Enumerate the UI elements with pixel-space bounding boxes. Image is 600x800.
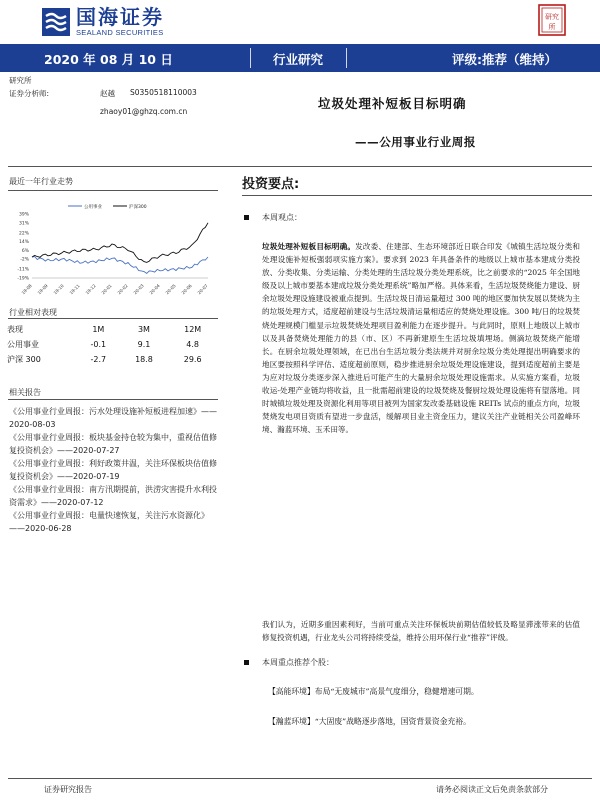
related-date: ——2020-07-19 — [57, 472, 120, 481]
report-date: 2020 年 08 月 10 日 — [44, 52, 173, 67]
related-title[interactable]: 《公用事业行业周报：板块基金持仓较为集中，重视估值修复投资机会》 — [9, 433, 217, 455]
trend-divider — [8, 190, 218, 191]
company-name-cn: 国海证券 — [76, 5, 164, 29]
perf-row-name: 公用事业 — [7, 340, 39, 349]
related-reports-list — [9, 405, 219, 535]
related-title[interactable]: 《公用事业行业周报：电量快速恢复，关注污水资源化》 — [9, 511, 209, 520]
analyst-email[interactable]: zhaoy01@ghzq.com.cn — [100, 107, 188, 116]
para-body: 发改委、住建部、生态环境部近日联合印发《城镇生活垃圾分类和处理设施补短板强弱项实施方案》。要求到 2023 年具备条件的地级以上城市基本建成分类投放、分类收集、分类运输、分类处理的生活垃圾分类处理系统，比之前要求的“2025 年全国地级及以上城市要基本建成垃圾分类处理系统”略加严格。具体来看，生活垃圾焚烧能力建设、厨余垃圾处理设施建设被重点提到。生活垃圾日清运量超过 300 吨的地区要加快发展以焚烧为主的垃圾处理方式，适度超前建设与生活垃圾清运量相适应的焚烧处理设施。300 吨/日的垃圾焚烧处理规模门槛显示垃圾焚烧处理项目盈利能力在逐步提升。与此同时，原则上地级以上城市以及具备焚烧处理能力的县（市、区）不再新建原生生活垃圾填埋场。侧滴垃圾焚烧产能增长。在厨余垃圾处理领域，在已出台生活垃圾分类法规并对厨余垃圾分类处理提出明确要求的地区要按照科学评估、适度超前原则，稳步推进厨余垃圾处理设施建设，提到适度超前主要是为应对垃圾分类逐步深入推进后可能产生的大量厨余垃圾处理设施需求。从实施方案看，垃圾收运-处理产业链均将收益，且一批需超前建设的垃圾焚烧及餐厨垃圾处理设施将有望落地。同时城镇垃圾处理及资源化利用等项目被列为国家发改委基础设施 REITs 试点的重点方向，垃圾焚烧发电项目资质有望进一步盘活，缓解项目业主资金压力，建议关注产业链相关公司盈峰环境、瀚蓝环境、玉禾田等。 — [262, 242, 580, 435]
invest-divider — [242, 195, 592, 196]
list-item[interactable] — [9, 405, 219, 431]
perf-header-12m: 12M — [184, 325, 202, 334]
point2-label: 本周重点推荐个股： — [262, 658, 334, 667]
perf-header-1m: 1M — [92, 325, 105, 334]
legend-label-hs300: 沪深300 — [129, 205, 147, 210]
trend-chart — [8, 200, 218, 300]
para-lead: 垃圾处理补短板目标明确。 — [262, 242, 356, 251]
x-tick-label: 20-03 — [132, 283, 145, 296]
related-date: ——2020-08-03 — [9, 407, 217, 429]
main-paragraph — [262, 240, 580, 436]
series-line-hs300 — [32, 223, 208, 263]
recommendation-item: 【高能环境】布局“无废城市”高景气度细分，稳健增速可期。 — [268, 687, 479, 696]
report-rating: 评级:推荐（维持） — [452, 52, 557, 67]
perf-row-1m: -0.1 — [90, 340, 107, 349]
perf-row-3m: 18.8 — [135, 355, 153, 364]
list-item[interactable] — [9, 509, 219, 535]
svg-text:所: 所 — [548, 23, 556, 31]
report-title: 垃圾处理补短板目标明确 — [318, 96, 467, 111]
performance-divider — [8, 318, 218, 319]
x-tick-label: 19-11 — [68, 283, 81, 296]
analyst-cert: S0350518110003 — [130, 88, 197, 97]
x-tick-label: 20-04 — [148, 283, 161, 296]
performance-table — [7, 322, 217, 367]
y-tick-label: 39% — [18, 212, 29, 218]
sealand-logo-icon — [42, 8, 70, 36]
bullet-square-icon — [244, 660, 249, 665]
report-category: 行业研究 — [273, 52, 324, 67]
table-row — [7, 352, 217, 367]
recommendation-item: 【瀚蓝环境】“大固废”战略逐步落地，国资背景资金充裕。 — [268, 717, 471, 726]
list-item[interactable] — [9, 483, 219, 509]
perf-row-name: 沪深 300 — [7, 355, 41, 364]
invest-title: 投资要点: — [242, 177, 300, 192]
y-tick-label: 6% — [21, 248, 29, 254]
perf-row-1m: -2.7 — [90, 355, 107, 364]
x-tick-label: 19-10 — [52, 283, 65, 296]
x-tick-label: 20-05 — [164, 283, 177, 296]
related-title[interactable]: 《公用事业行业周报：利好政策井温，关注环保板块估值修复投资机会》 — [9, 459, 217, 481]
related-divider — [8, 399, 218, 400]
performance-header-row — [7, 322, 217, 337]
footer-right: 请务必阅读正文后免责条款部分 — [436, 785, 548, 794]
related-date: ——2020-07-12 — [41, 498, 104, 507]
analyst-role-label: 证券分析师: — [9, 89, 50, 98]
x-tick-label: 20-06 — [180, 283, 193, 296]
x-tick-label: 19-09 — [36, 283, 49, 296]
related-title[interactable]: 《公用事业行业周报：污水处理设施补短板进程加速》 — [9, 407, 201, 416]
svg-text:研究: 研究 — [545, 13, 559, 21]
company-name-en: SEALAND SECURITIES — [76, 28, 164, 37]
institute-seal-icon — [538, 4, 566, 36]
header-banner — [0, 44, 600, 72]
x-tick-label: 20-07 — [196, 283, 209, 296]
y-tick-label: 22% — [18, 231, 29, 237]
y-tick-label: -11% — [17, 267, 29, 273]
perf-header-3m: 3M — [137, 325, 150, 334]
trend-heading: 最近一年行业走势 — [9, 177, 73, 186]
perf-row-12m: 29.6 — [183, 355, 202, 364]
footer-left: 证券研究报告 — [44, 785, 92, 794]
analyst-name: 赵越 — [100, 89, 115, 98]
report-subtitle: ——公用事业行业周报 — [355, 135, 476, 149]
performance-heading: 行业相对表现 — [9, 308, 57, 317]
point1-label: 本周观点： — [262, 213, 302, 222]
table-row — [7, 337, 217, 352]
related-date: ——2020-06-28 — [9, 524, 72, 533]
y-tick-label: -19% — [17, 276, 29, 282]
x-tick-label: 20-02 — [116, 283, 129, 296]
company-logo — [42, 6, 164, 37]
conclusion-paragraph: 我们认为，近期多重因素利好，当前可重点关注环保板块前期估值较低及略显滞涨带来的估值修复投资机遇，行业龙头公司将持续受益，维持公用环保行业“推荐”评级。 — [262, 620, 580, 643]
header-divider — [8, 166, 592, 167]
x-tick-label: 19-08 — [20, 283, 33, 296]
institute-label: 研究所 — [9, 76, 32, 85]
x-tick-label: 19-12 — [84, 283, 97, 296]
footer-divider — [8, 778, 592, 779]
perf-row-12m: 4.8 — [186, 340, 200, 349]
y-tick-label: 14% — [18, 240, 29, 246]
perf-header-name: 表现 — [7, 325, 23, 334]
series-line-utilities — [32, 257, 208, 274]
related-date: ——2020-07-27 — [57, 446, 120, 455]
y-tick-label: -2% — [20, 257, 29, 263]
related-title[interactable]: 《公用事业行业周报：南方汛期提前，洪涝灾害提升水利投资需求》 — [9, 485, 217, 507]
bullet-square-icon — [244, 215, 249, 220]
legend-label-utilities: 公用事业 — [84, 205, 102, 210]
perf-row-3m: 9.1 — [137, 340, 151, 349]
list-item[interactable] — [9, 431, 219, 457]
list-item[interactable] — [9, 457, 219, 483]
x-tick-label: 20-01 — [100, 283, 113, 296]
related-heading: 相关报告 — [9, 388, 41, 397]
y-tick-label: 31% — [18, 221, 29, 227]
